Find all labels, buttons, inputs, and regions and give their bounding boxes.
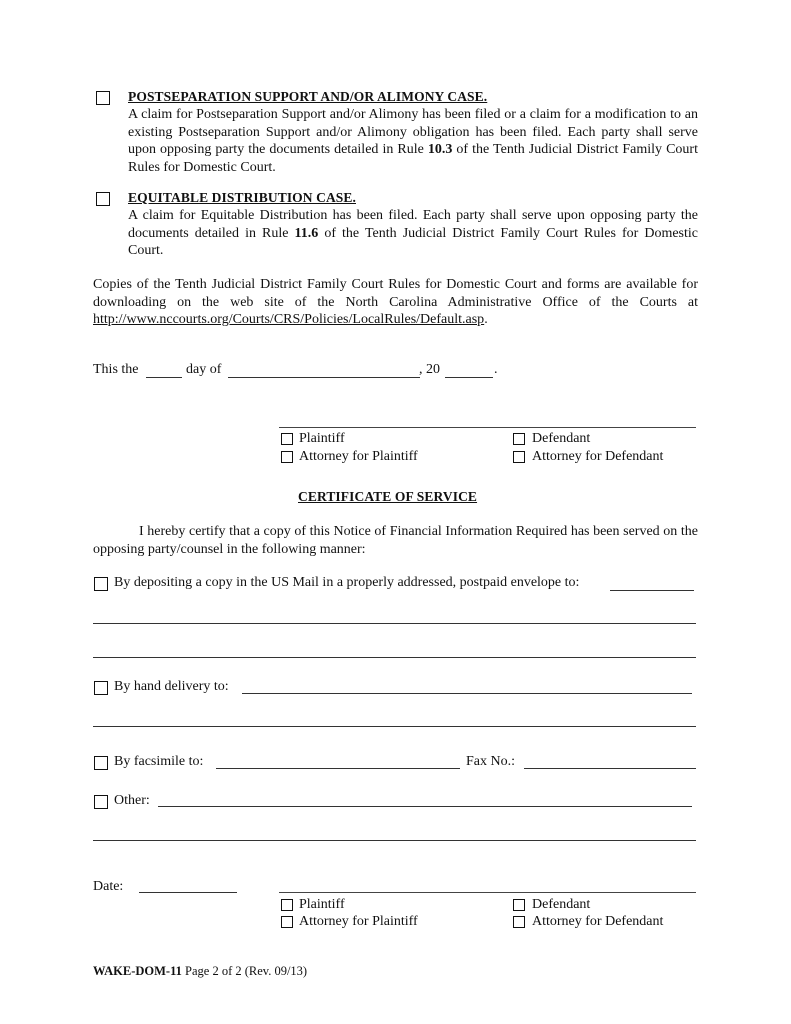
hand-delivery-line-2[interactable]: [93, 726, 696, 727]
fax-number-blank[interactable]: [524, 768, 696, 769]
hand-delivery-checkbox[interactable]: [94, 681, 108, 695]
other-checkbox[interactable]: [94, 795, 108, 809]
pss-description: [128, 106, 698, 176]
pss-text-a: A claim for Postseparation Support and/or Alimony has been filed or a claim for a modification to an existing Postseparation Support and/or Alimony obligation has been filed. Each party shall serve upon opposing party the documents detailed in Rule: [128, 107, 698, 157]
pss-title: POSTSEPARATION SUPPORT AND/OR ALIMONY CASE.: [128, 89, 488, 104]
ed-title: EQUITABLE DISTRIBUTION CASE.: [128, 190, 356, 205]
pss-rule: 10.3: [427, 142, 453, 157]
facsimile-recipient-blank[interactable]: [216, 768, 460, 769]
this-the-label: This the: [93, 362, 139, 377]
pss-text-b: of the Tenth Judicial District Family Court Rules for Domestic Court.: [128, 142, 698, 175]
day-of-label: day of: [186, 362, 222, 377]
ed-checkbox[interactable]: [96, 192, 110, 206]
mail-address-line-2[interactable]: [93, 623, 696, 624]
ed-rule: 11.6: [294, 225, 319, 241]
date-period: .: [494, 362, 498, 377]
facsimile-label: By facsimile to:: [114, 754, 204, 769]
sig2-defendant-checkbox[interactable]: [513, 899, 525, 911]
pss-checkbox[interactable]: [96, 91, 110, 105]
sig1-defendant-checkbox[interactable]: [513, 433, 525, 445]
copies-text: Copies of the Tenth Judicial District Family Court Rules for Domestic Court and forms are available for downloading on the web site of the North Carolina Administrative Office of the Courts at: [93, 277, 698, 310]
ed-description: [128, 207, 698, 260]
sig2-defendant-label: Defendant: [532, 897, 591, 912]
mail-checkbox[interactable]: [94, 577, 108, 591]
certificate-date-blank[interactable]: [139, 892, 237, 893]
page-info: Page 2 of 2 (Rev. 09/13): [181, 964, 308, 978]
footer: [93, 964, 307, 979]
facsimile-checkbox[interactable]: [94, 756, 108, 770]
sig2-attorney-defendant-label: Attorney for Defendant: [532, 914, 664, 929]
mail-address-blank[interactable]: [610, 590, 694, 591]
sig1-attorney-defendant-checkbox[interactable]: [513, 451, 525, 463]
signature-line-2[interactable]: [279, 892, 696, 893]
comma-20-label: , 20: [419, 362, 440, 377]
copies-paragraph: [93, 276, 698, 329]
mail-label: By depositing a copy in the US Mail in a properly addressed, postpaid envelope to:: [114, 575, 580, 590]
sig1-attorney-plaintiff-checkbox[interactable]: [281, 451, 293, 463]
certificate-date-label: Date:: [93, 879, 124, 894]
day-blank[interactable]: [146, 377, 182, 378]
sig2-plaintiff-label: Plaintiff: [299, 897, 345, 912]
form-id: WAKE-DOM-11: [93, 964, 182, 978]
hand-delivery-label: By hand delivery to:: [114, 679, 229, 694]
sig2-attorney-plaintiff-label: Attorney for Plaintiff: [299, 914, 418, 929]
sig1-attorney-defendant-label: Attorney for Defendant: [532, 449, 664, 464]
other-line-2[interactable]: [93, 840, 696, 841]
sig2-attorney-plaintiff-checkbox[interactable]: [281, 916, 293, 928]
copies-end: .: [484, 312, 488, 327]
sig1-plaintiff-label: Plaintiff: [299, 431, 345, 446]
sig2-attorney-defendant-checkbox[interactable]: [513, 916, 525, 928]
fax-no-label: Fax No.:: [466, 754, 515, 769]
sig1-defendant-label: Defendant: [532, 431, 591, 446]
ed-text-a: A claim for Equitable Distribution has been filed. Each party shall serve upon opposing party the documents detailed in Rule: [128, 208, 698, 241]
certificate-intro: I hereby certify that a copy of this Notice of Financial Information Required has been served on the opposing party/counsel in the following manner:: [93, 524, 698, 557]
rules-url-link[interactable]: http://www.nccourts.org/Courts/CRS/Policies/LocalRules/Default.asp: [93, 312, 485, 327]
other-blank[interactable]: [158, 806, 692, 807]
year-blank[interactable]: [445, 377, 493, 378]
hand-delivery-blank[interactable]: [242, 693, 692, 694]
sig2-plaintiff-checkbox[interactable]: [281, 899, 293, 911]
sig1-attorney-plaintiff-label: Attorney for Plaintiff: [299, 449, 418, 464]
month-blank[interactable]: [228, 377, 420, 378]
certificate-heading: CERTIFICATE OF SERVICE: [298, 489, 478, 504]
ed-text-b: of the Tenth Judicial District Family Court Rules for Domestic Court.: [128, 225, 699, 258]
signature-line-1[interactable]: [279, 427, 696, 428]
sig1-plaintiff-checkbox[interactable]: [281, 433, 293, 445]
mail-address-line-3[interactable]: [93, 657, 696, 658]
other-label: Other:: [114, 793, 150, 808]
